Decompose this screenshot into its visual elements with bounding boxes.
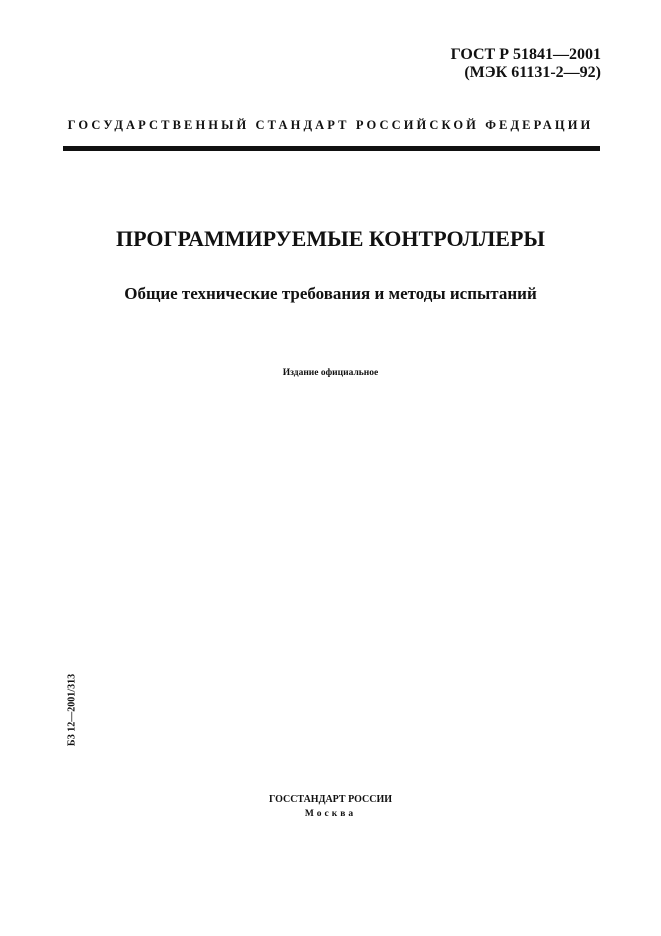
iec-number: (МЭК 61131-2—92) (464, 64, 601, 81)
publisher-city: Москва (304, 809, 357, 819)
document-subtitle: Общие технические требования и методы испытаний (124, 284, 537, 303)
edition-label: Издание официальное (282, 368, 379, 378)
side-catalog-code: БЗ 12—2001/313 (66, 673, 78, 747)
organization-header: ГОСУДАРСТВЕННЫЙ СТАНДАРТ РОССИЙСКОЙ ФЕДЕРАЦИИ (67, 118, 594, 132)
document-title: ПРОГРАММИРУЕМЫЕ КОНТРОЛЛЕРЫ (115, 226, 546, 251)
gost-number: ГОСТ Р 51841—2001 (450, 46, 601, 63)
header-divider (63, 146, 600, 151)
document-code (451, 46, 601, 82)
publisher-name: ГОССТАНДАРТ РОССИИ (268, 794, 393, 805)
